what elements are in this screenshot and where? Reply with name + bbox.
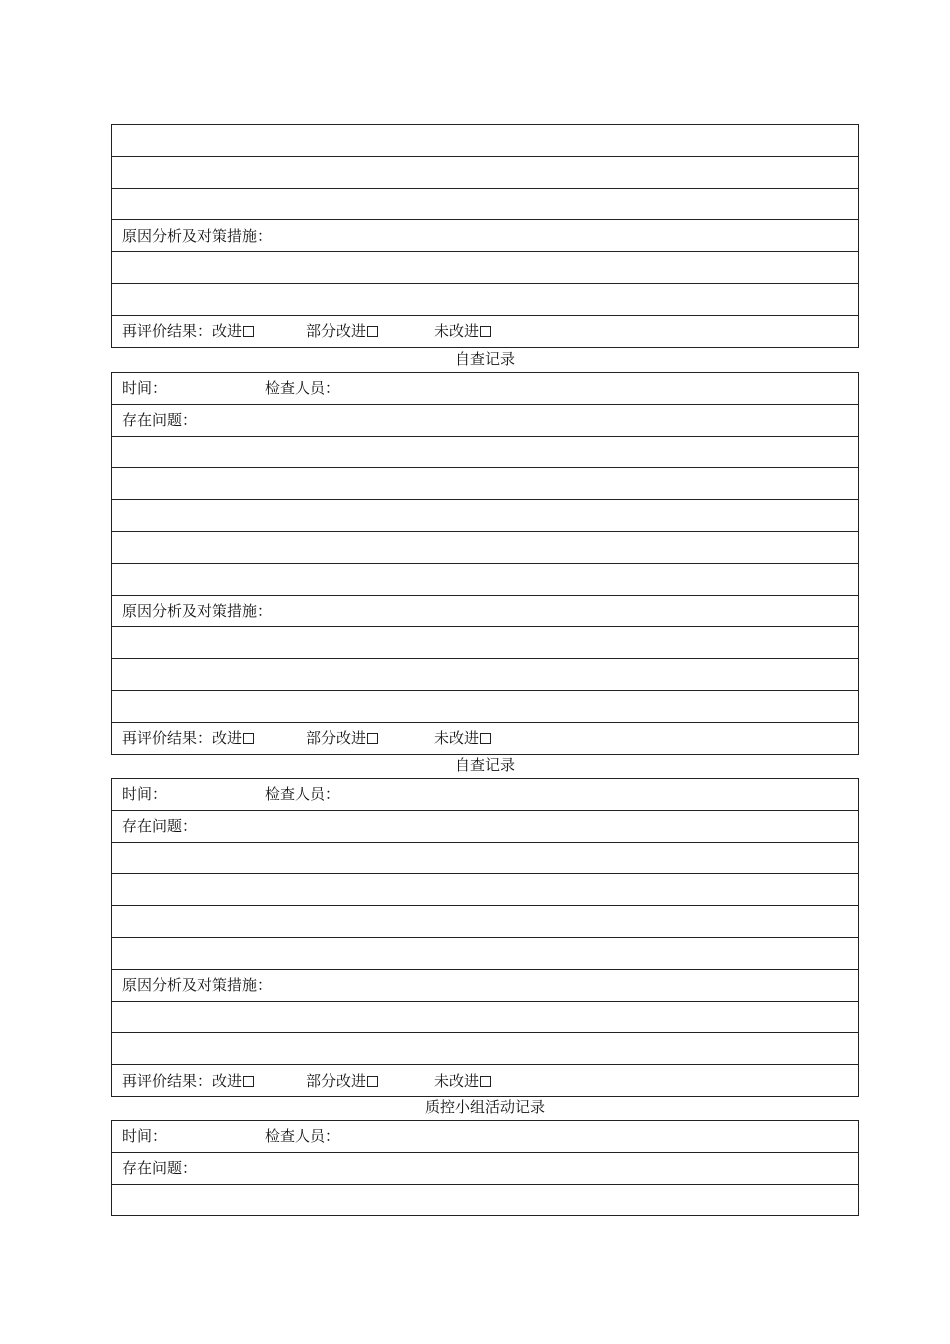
- checkbox-icon[interactable]: [243, 326, 254, 337]
- reevaluation-cell: [112, 722, 859, 754]
- checkbox-icon[interactable]: [367, 1076, 378, 1087]
- analysis-label: 原因分析及对策措施：: [112, 220, 859, 252]
- blank-row: [112, 937, 859, 969]
- problems-row: [112, 404, 859, 436]
- blank-cell[interactable]: [112, 563, 859, 595]
- partially-improved-label: 部分改进: [306, 729, 367, 748]
- checkbox-icon[interactable]: [243, 733, 254, 744]
- time-row: [112, 1121, 859, 1153]
- blank-row: [112, 690, 859, 722]
- reevaluation-cell: [112, 315, 859, 347]
- partially-improved-option[interactable]: [306, 1066, 378, 1096]
- blank-cell[interactable]: [112, 156, 859, 188]
- blank-row: [112, 659, 859, 691]
- blank-cell[interactable]: [112, 252, 859, 284]
- checkbox-icon[interactable]: [367, 326, 378, 337]
- section-title: 自查记录: [454, 756, 515, 774]
- checkbox-icon[interactable]: [480, 733, 491, 744]
- problems-label: 存在问题：: [112, 404, 859, 436]
- partially-improved-label: 部分改进: [306, 322, 367, 341]
- analysis-row: [112, 220, 859, 252]
- blank-row: [112, 1184, 859, 1216]
- problems-label: 存在问题：: [112, 810, 859, 842]
- not-improved-option[interactable]: [434, 316, 491, 346]
- analysis-label: 原因分析及对策措施：: [112, 595, 859, 627]
- partially-improved-option[interactable]: [306, 723, 378, 753]
- blank-row: [112, 563, 859, 595]
- time-row: [112, 373, 859, 405]
- reevaluation-row: [112, 722, 859, 754]
- record-table-4: [111, 1120, 859, 1216]
- blank-cell[interactable]: [112, 627, 859, 659]
- time-inspector-cell: [112, 779, 859, 811]
- blank-row: [112, 283, 859, 315]
- not-improved-option[interactable]: [434, 723, 491, 753]
- blank-row: [112, 627, 859, 659]
- time-inspector-cell: [112, 373, 859, 405]
- record-table-3: [111, 778, 859, 1097]
- blank-cell[interactable]: [112, 874, 859, 906]
- record-table-2: [111, 372, 859, 755]
- improved-option[interactable]: [212, 729, 254, 747]
- checkbox-icon[interactable]: [480, 326, 491, 337]
- reevaluation-cell: [112, 1065, 859, 1097]
- blank-row: [112, 436, 859, 468]
- blank-row: [112, 906, 859, 938]
- not-improved-option[interactable]: [434, 1066, 491, 1096]
- reevaluation-label: 再评价结果：: [122, 1071, 213, 1090]
- record-table-1: [111, 124, 859, 348]
- blank-cell[interactable]: [112, 937, 859, 969]
- blank-row: [112, 125, 859, 157]
- section-title: 质控小组活动记录: [424, 1098, 545, 1116]
- time-row: [112, 779, 859, 811]
- problems-row: [112, 810, 859, 842]
- blank-row: [112, 842, 859, 874]
- partially-improved-option[interactable]: [306, 316, 378, 346]
- analysis-row: [112, 969, 859, 1001]
- blank-row: [112, 156, 859, 188]
- blank-cell[interactable]: [112, 659, 859, 691]
- blank-cell[interactable]: [112, 1184, 859, 1216]
- time-label: 时间：: [122, 1127, 168, 1146]
- checkbox-icon[interactable]: [367, 733, 378, 744]
- analysis-label: 原因分析及对策措施：: [112, 969, 859, 1001]
- blank-cell[interactable]: [112, 500, 859, 532]
- blank-row: [112, 500, 859, 532]
- not-improved-label: 未改进: [434, 729, 480, 748]
- blank-cell[interactable]: [112, 436, 859, 468]
- blank-cell[interactable]: [112, 906, 859, 938]
- time-label: 时间：: [122, 379, 168, 398]
- not-improved-label: 未改进: [434, 1071, 480, 1090]
- improved-label: 改进: [212, 729, 243, 748]
- blank-cell[interactable]: [112, 690, 859, 722]
- blank-cell[interactable]: [112, 1033, 859, 1065]
- analysis-row: [112, 595, 859, 627]
- inspector-label: 检查人员：: [265, 1127, 341, 1146]
- blank-row: [112, 531, 859, 563]
- section-title: 自查记录: [454, 350, 515, 368]
- not-improved-label: 未改进: [434, 322, 480, 341]
- reevaluation-label: 再评价结果：: [122, 322, 213, 341]
- improved-label: 改进: [212, 1071, 243, 1090]
- problems-row: [112, 1152, 859, 1184]
- partially-improved-label: 部分改进: [306, 1071, 367, 1090]
- blank-cell[interactable]: [112, 531, 859, 563]
- blank-cell[interactable]: [112, 125, 859, 157]
- blank-row: [112, 252, 859, 284]
- time-label: 时间：: [122, 785, 168, 804]
- reevaluation-label: 再评价结果：: [122, 729, 213, 748]
- time-inspector-cell: [112, 1121, 859, 1153]
- improved-label: 改进: [212, 322, 243, 341]
- reevaluation-row: [112, 1065, 859, 1097]
- checkbox-icon[interactable]: [480, 1076, 491, 1087]
- improved-option[interactable]: [212, 322, 254, 340]
- improved-option[interactable]: [212, 1072, 254, 1090]
- blank-cell[interactable]: [112, 283, 859, 315]
- blank-row: [112, 1001, 859, 1033]
- checkbox-icon[interactable]: [243, 1076, 254, 1087]
- inspector-label: 检查人员：: [265, 379, 341, 398]
- blank-row: [112, 874, 859, 906]
- blank-row: [112, 468, 859, 500]
- blank-cell[interactable]: [112, 842, 859, 874]
- problems-label: 存在问题：: [112, 1152, 859, 1184]
- blank-row: [112, 188, 859, 220]
- blank-cell[interactable]: [112, 468, 859, 500]
- blank-cell[interactable]: [112, 188, 859, 220]
- blank-cell[interactable]: [112, 1001, 859, 1033]
- inspector-label: 检查人员：: [265, 785, 341, 804]
- blank-row: [112, 1033, 859, 1065]
- reevaluation-row: [112, 315, 859, 347]
